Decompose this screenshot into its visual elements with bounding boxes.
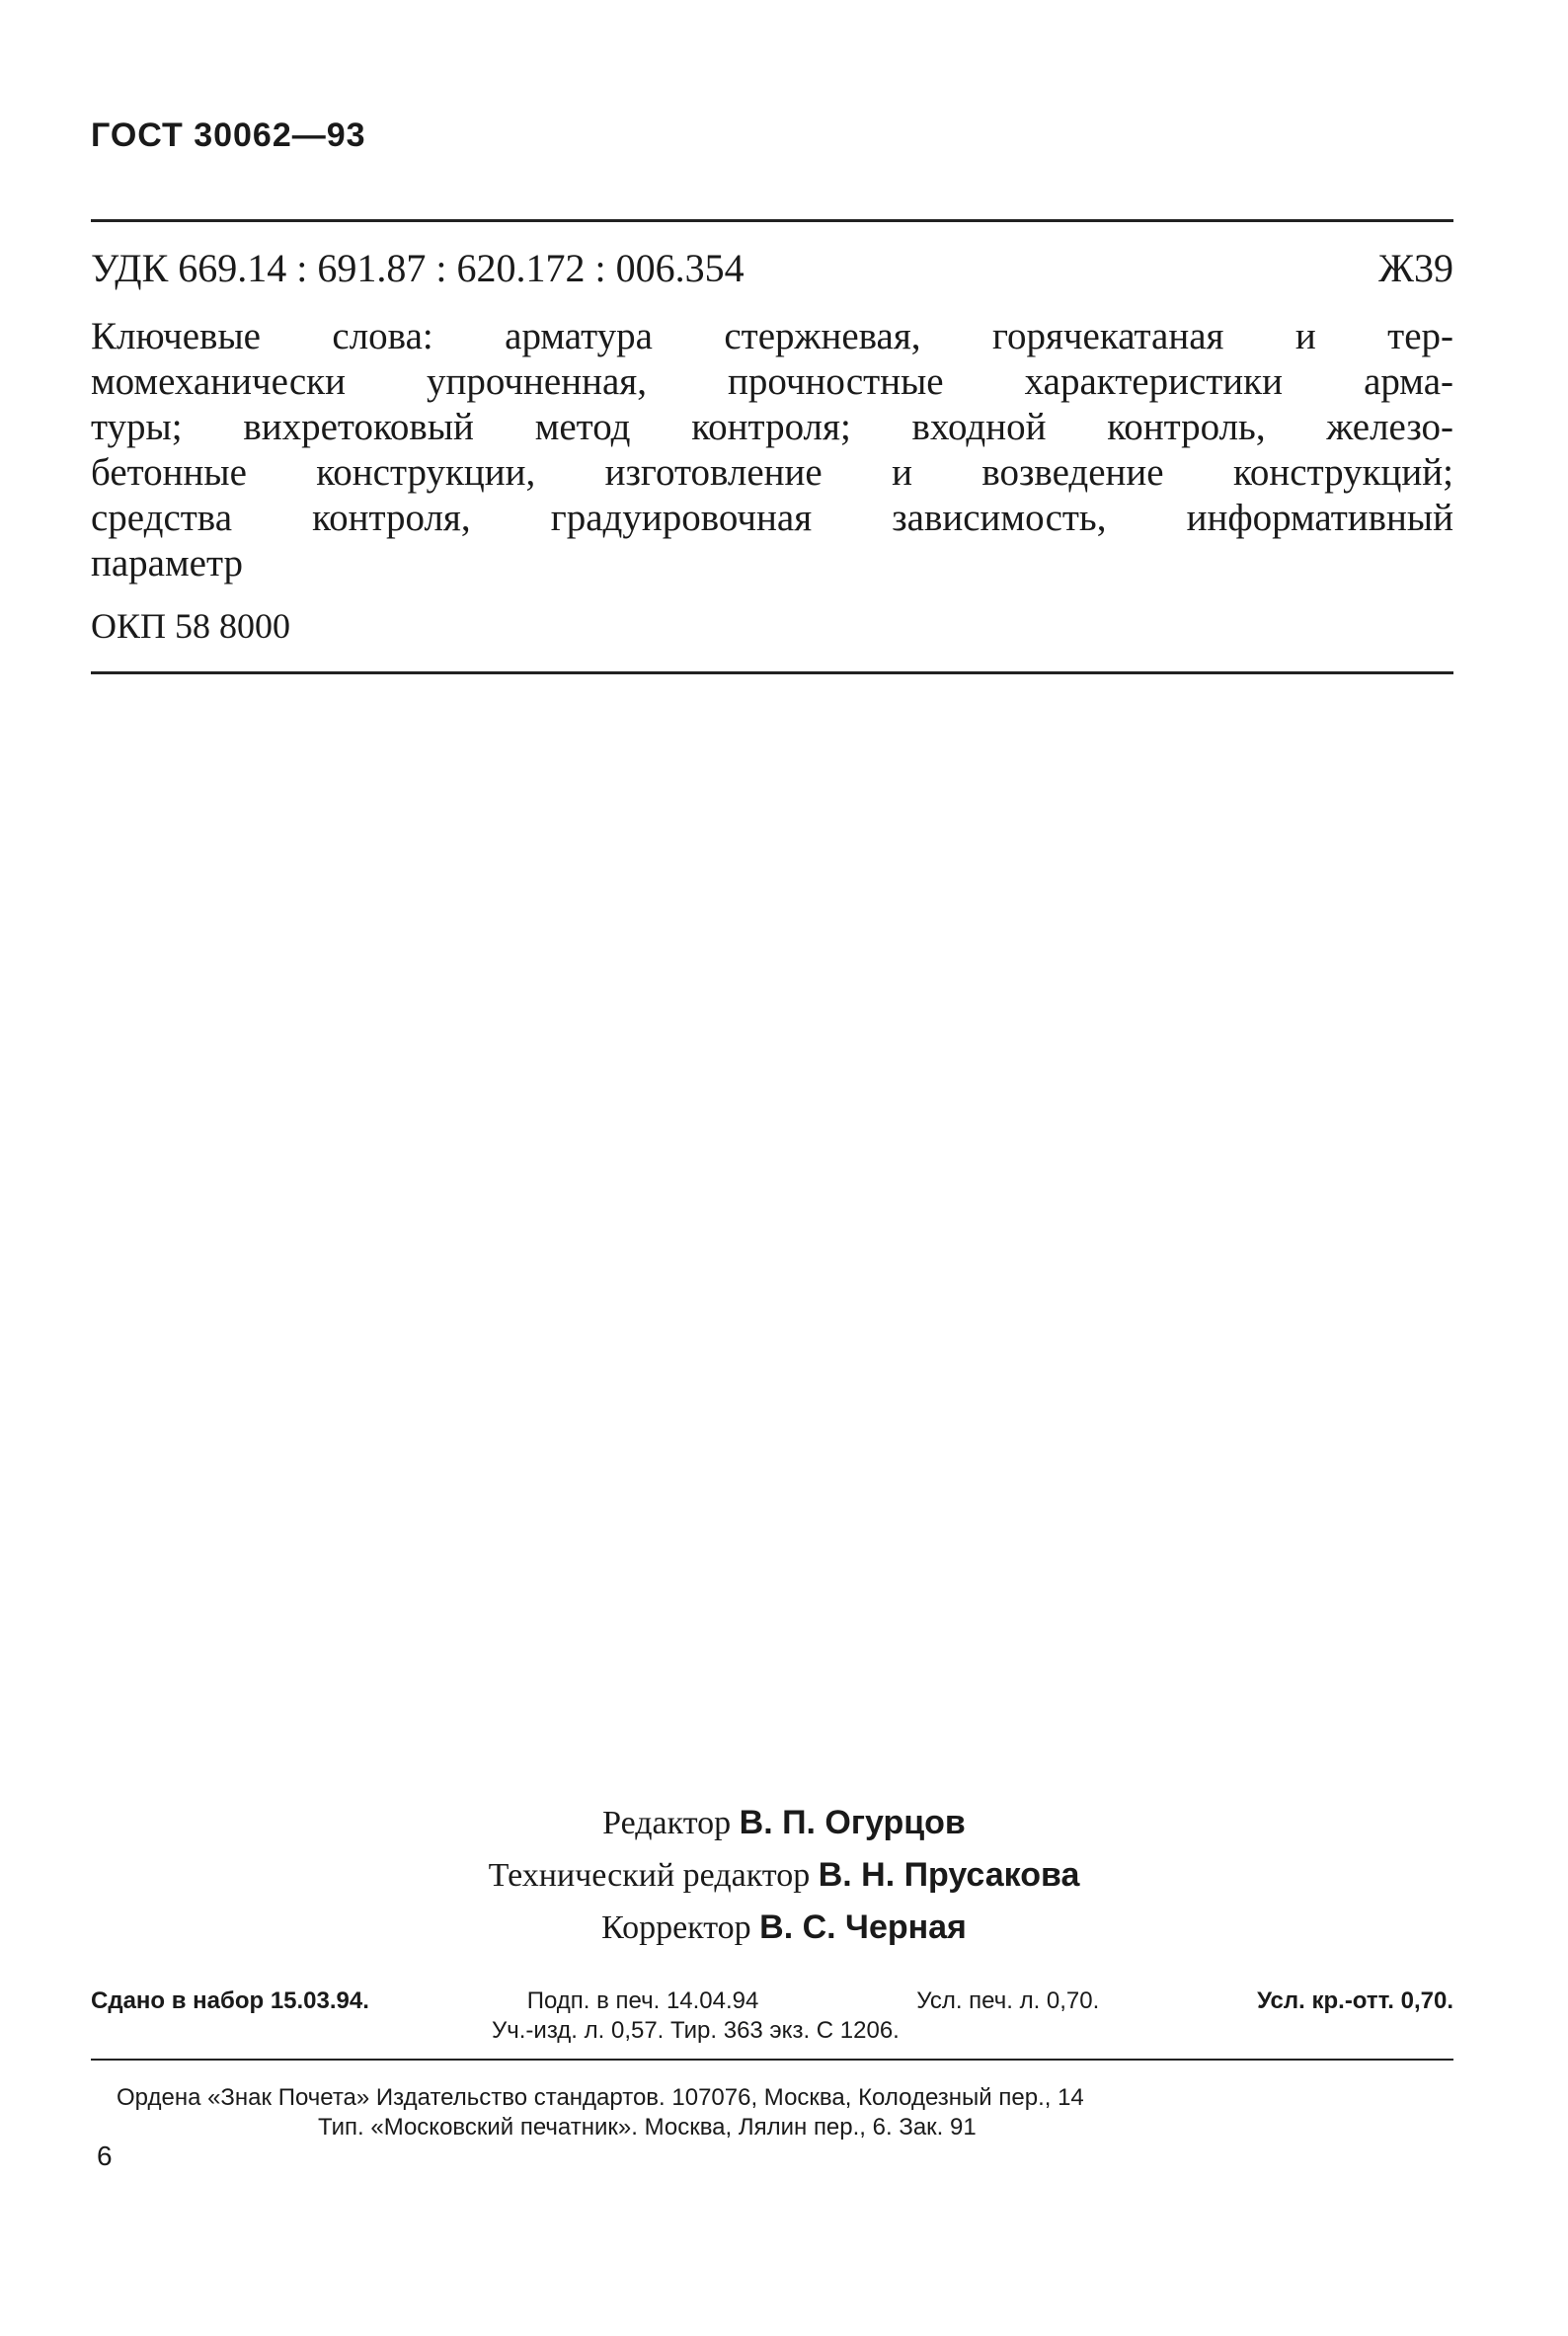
editor-label: Редактор xyxy=(602,1805,732,1841)
keywords-line: бетонные конструкции, изготовление и возведение конструкций; xyxy=(91,451,1453,494)
printer-info: Тип. «Московский печатник». Москва, Лялин пер., 6. Зак. 91 xyxy=(318,2114,977,2141)
editor-line xyxy=(0,1797,1568,1849)
keywords-divider xyxy=(91,671,1453,674)
classification-code: Ж39 xyxy=(1378,246,1453,290)
imprint-divider xyxy=(91,2059,1453,2061)
credits-block xyxy=(0,1797,1568,1954)
imprint-line-1 xyxy=(91,1986,1453,2016)
submitted-date: Сдано в набор 15.03.94. xyxy=(91,1987,369,2014)
corrector-line xyxy=(0,1902,1568,1954)
top-divider xyxy=(91,219,1453,222)
udk-code: УДК 669.14 : 691.87 : 620.172 : 006.354 xyxy=(91,246,745,290)
corrector-label: Корректор xyxy=(601,1909,751,1946)
keywords-line: средства контроля, градуировочная зависимость, информативный xyxy=(91,497,1453,539)
page-marker: 6 xyxy=(97,2141,113,2171)
okp-code: ОКП 58 8000 xyxy=(91,606,291,646)
keywords-line: туры; вихретоковый метод контроля; входной контроль, железо- xyxy=(91,406,1453,448)
keywords-line: параметр xyxy=(91,542,244,584)
tech-editor-label: Технический редактор xyxy=(488,1857,811,1894)
color-prints: Усл. кр.-отт. 0,70. xyxy=(1257,1987,1453,2014)
editor-name: В. П. Огурцов xyxy=(739,1804,966,1841)
keywords-block xyxy=(91,314,1453,586)
signed-date: Подп. в печ. 14.04.94 xyxy=(526,1987,759,2014)
keywords-label: Ключевые слова: xyxy=(91,315,433,357)
keywords-line: Ключевые слова: арматура стержневая, горячекатаная и тер- xyxy=(91,315,1453,357)
keywords-line: момеханически упрочненная, прочностные характеристики арма- xyxy=(91,360,1453,403)
corrector-name: В. С. Черная xyxy=(759,1908,967,1946)
publisher-info: Ордена «Знак Почета» Издательство стандартов. 107076, Москва, Колодезный пер., 14 xyxy=(117,2084,1084,2111)
print-sheets: Усл. печ. л. 0,70. xyxy=(916,1987,1100,2014)
publishing-sheets: Уч.-изд. л. 0,57. Тир. 363 экз. С 1206. xyxy=(492,2017,900,2044)
tech-editor-name: В. Н. Прусакова xyxy=(818,1856,1080,1894)
document-header: ГОСТ 30062—93 xyxy=(91,117,366,154)
tech-editor-line xyxy=(0,1849,1568,1902)
